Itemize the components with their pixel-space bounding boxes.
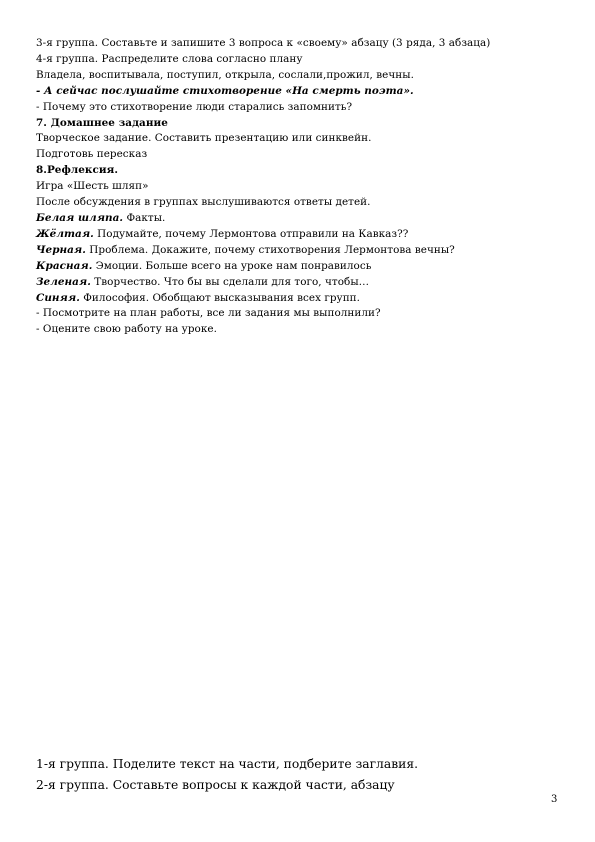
hat-black: [36, 243, 556, 259]
homework-creative-task: Творческое задание. Составить презентацию или синквейн.: [36, 132, 372, 145]
hat-green: [36, 275, 556, 291]
hat-label: Жёлтая.: [36, 227, 94, 240]
task-group-2: 2-я группа. Составьте вопросы к каждой части, абзацу: [36, 778, 395, 792]
task-group-4: 4-я группа. Распределите слова согласно плану: [36, 52, 303, 65]
hat-blue: [36, 291, 556, 307]
hat-description: Эмоции. Больше всего на уроке нам понравилось: [92, 259, 372, 272]
group-tasks-block: [36, 754, 556, 796]
question-plan-check: - Посмотрите на план работы, все ли задания мы выполнили?: [36, 307, 381, 320]
hat-label: Синяя.: [36, 291, 80, 304]
hat-description: Творчество. Что бы вы сделали для того, чтобы…: [90, 275, 370, 288]
hat-label: Белая шляпа.: [36, 211, 124, 224]
hat-description: Философия. Обобщают высказывания всех групп.: [79, 291, 361, 304]
hat-white: [36, 211, 556, 227]
task-group-3: 3-я группа. Составьте и запишите 3 вопроса к «своему» абзацу (3 ряда, 3 абзаца): [36, 37, 491, 49]
hat-description: Факты.: [123, 211, 166, 224]
question-remember-poem: - Почему это стихотворение люди старались запомнить?: [36, 100, 353, 113]
section-homework-heading: 7. Домашнее задание: [36, 116, 168, 129]
hat-label: Красная.: [36, 259, 93, 272]
task-group-1: 1-я группа. Поделите текст на части, подберите заглавия.: [36, 757, 418, 771]
hat-description: Подумайте, почему Лермонтова отправили на Кавказ??: [93, 227, 409, 240]
game-six-hats: Игра «Шесть шляп»: [36, 180, 149, 193]
after-discussion-text: После обсуждения в группах выслушиваются ответы детей.: [36, 196, 371, 209]
hat-label: Черная.: [36, 243, 86, 256]
word-list: Владела, воспитывала, поступил, открыла, сослали,прожил, вечны.: [36, 68, 414, 81]
hat-label: Зеленая.: [36, 275, 91, 288]
lesson-text-block: [36, 36, 556, 338]
listen-poem-prompt: - А сейчас послушайте стихотворение «На смерть поэта».: [36, 84, 414, 97]
hat-yellow: [36, 227, 556, 243]
homework-retelling: Подготовь пересказ: [36, 148, 148, 161]
section-reflection-heading: 8.Рефлексия.: [36, 164, 119, 177]
question-self-assessment: - Оцените свою работу на уроке.: [36, 323, 217, 336]
hat-description: Проблема. Докажите, почему стихотворения Лермонтова вечны?: [85, 243, 455, 256]
page-number: 3: [551, 794, 558, 805]
hat-red: [36, 259, 556, 275]
